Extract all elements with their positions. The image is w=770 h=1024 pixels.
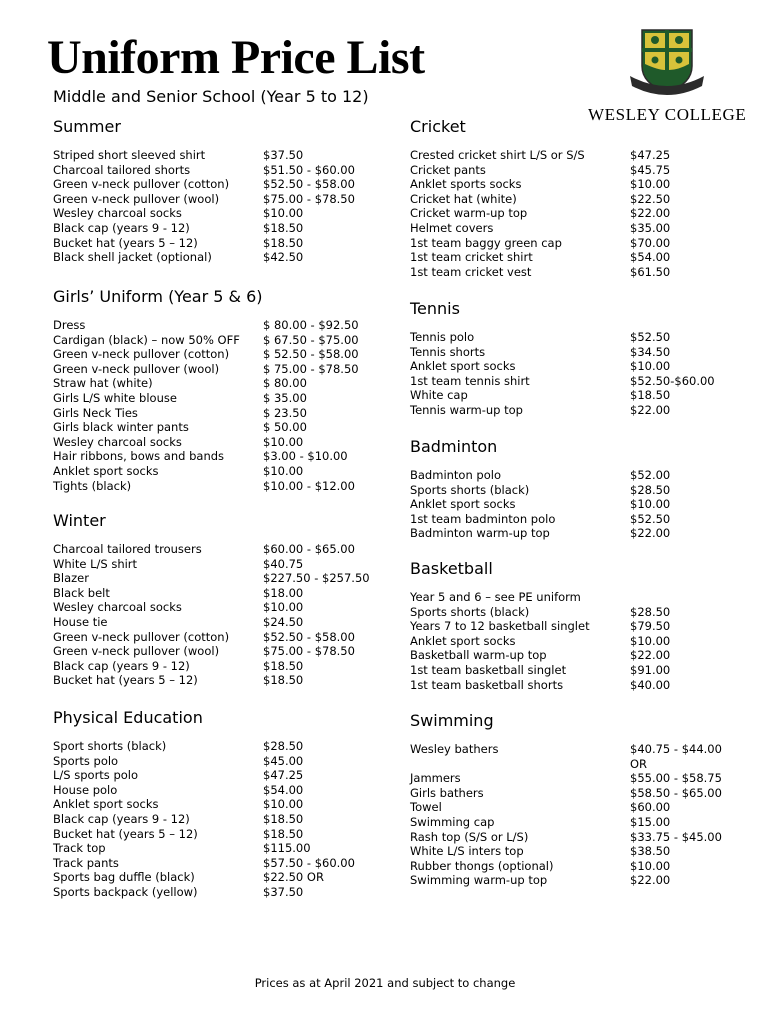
price-row xyxy=(53,659,393,674)
item-price: $18.50 xyxy=(263,673,304,688)
item-name: Girls bathers xyxy=(410,785,484,800)
item-price: $52.50 xyxy=(630,330,671,344)
item-price: $57.50 - $60.00 xyxy=(263,855,355,870)
price-row xyxy=(53,644,393,659)
item-name: Towel xyxy=(410,800,442,815)
item-price: $ 80.00 - $92.50 xyxy=(263,318,359,332)
item-price: $79.50 xyxy=(630,619,671,634)
item-name: Green v-neck pullover (cotton) xyxy=(53,177,230,192)
price-row xyxy=(410,250,750,265)
item-price: $54.00 xyxy=(630,250,671,265)
price-row xyxy=(53,739,393,754)
price-row xyxy=(53,600,393,615)
item-name: Cardigan (black) – now 50% OFF xyxy=(53,332,240,347)
section-title-summer: Summer xyxy=(53,117,121,136)
price-row xyxy=(410,359,750,374)
item-name: Anklet sport socks xyxy=(410,633,516,648)
price-row xyxy=(53,586,393,601)
item-name: L/S sports polo xyxy=(53,768,139,783)
item-name: Wesley bathers xyxy=(410,742,499,756)
item-price: $10.00 xyxy=(630,858,671,873)
price-row xyxy=(53,630,393,645)
item-name: Bucket hat (years 5 – 12) xyxy=(53,235,198,250)
price-row xyxy=(53,827,393,842)
item-price: $60.00 xyxy=(630,800,671,815)
item-price: $ 75.00 - $78.50 xyxy=(263,361,359,376)
item-price: $24.50 xyxy=(263,614,304,629)
item-name: Jammers xyxy=(410,771,461,786)
section-girls xyxy=(53,286,393,493)
price-row xyxy=(410,483,750,498)
item-price: $51.50 - $60.00 xyxy=(263,162,355,177)
price-row xyxy=(410,403,750,418)
price-row xyxy=(53,250,393,265)
item-list xyxy=(53,542,393,688)
price-row xyxy=(53,163,393,178)
price-row xyxy=(410,830,750,845)
item-price: $55.00 - $58.75 xyxy=(630,771,722,786)
price-row xyxy=(53,571,393,586)
item-price: $22.00 xyxy=(630,206,671,221)
item-name: Anklet sport socks xyxy=(410,359,516,374)
item-name: Wesley charcoal socks xyxy=(53,600,182,615)
price-row xyxy=(410,771,750,786)
item-price: $38.50 xyxy=(630,844,671,859)
price-row xyxy=(410,265,750,280)
price-row xyxy=(410,192,750,207)
item-name: 1st team cricket vest xyxy=(410,264,532,279)
item-price: $52.00 xyxy=(630,468,671,482)
price-row xyxy=(53,406,393,421)
item-price: $70.00 xyxy=(630,235,671,250)
section-title-tennis: Tennis xyxy=(410,299,460,318)
item-name: Anklet sports socks xyxy=(410,177,522,192)
item-price: $22.00 xyxy=(630,648,671,663)
item-price: $10.00 xyxy=(630,497,671,512)
price-row xyxy=(53,841,393,856)
item-price: $10.00 xyxy=(630,359,671,374)
item-name: Sports backpack (yellow) xyxy=(53,884,198,899)
price-row xyxy=(53,333,393,348)
item-price: $75.00 - $78.50 xyxy=(263,644,355,659)
item-name: Anklet sport socks xyxy=(410,497,516,512)
section-badminton xyxy=(410,436,750,541)
section-winter xyxy=(53,510,393,688)
price-row xyxy=(53,615,393,630)
item-name: Track top xyxy=(53,841,106,856)
item-price: $ 80.00 xyxy=(263,376,307,391)
item-price: $ 67.50 - $75.00 xyxy=(263,332,359,347)
item-list xyxy=(53,148,393,265)
item-name: Sports polo xyxy=(53,753,119,768)
item-price: $45.75 xyxy=(630,162,671,177)
item-price: $54.00 xyxy=(263,782,304,797)
price-row xyxy=(410,526,750,541)
price-row xyxy=(53,318,393,333)
price-row xyxy=(53,673,393,688)
item-price: $28.50 xyxy=(630,482,671,497)
price-row xyxy=(410,605,750,620)
item-price: $61.50 xyxy=(630,264,671,279)
price-row xyxy=(410,634,750,649)
price-row xyxy=(53,435,393,450)
item-price: $52.50 xyxy=(630,511,671,526)
price-row xyxy=(53,464,393,479)
item-price: $10.00 - $12.00 xyxy=(263,478,355,493)
item-price: $227.50 - $257.50 xyxy=(263,571,370,586)
price-row xyxy=(410,206,750,221)
item-name: 1st team badminton polo xyxy=(410,511,556,526)
price-row xyxy=(53,885,393,900)
item-list xyxy=(410,330,750,418)
price-row xyxy=(410,221,750,236)
item-price: $ 23.50 xyxy=(263,405,307,420)
item-name: Green v-neck pullover (cotton) xyxy=(53,629,230,644)
page-subtitle: Middle and Senior School (Year 5 to 12) xyxy=(53,87,369,106)
item-name: Sport shorts (black) xyxy=(53,739,167,753)
section-cricket xyxy=(410,116,750,279)
item-name: Black cap (years 9 - 12) xyxy=(53,658,190,673)
item-list xyxy=(410,468,750,541)
price-row xyxy=(410,619,750,634)
section-summer xyxy=(53,116,393,265)
item-name: Hair ribbons, bows and bands xyxy=(53,449,225,464)
item-name: Straw hat (white) xyxy=(53,376,153,391)
price-row xyxy=(410,236,750,251)
price-row xyxy=(410,148,750,163)
section-title-cricket: Cricket xyxy=(410,117,466,136)
item-name: Black belt xyxy=(53,585,110,600)
item-name: Tennis polo xyxy=(410,330,475,344)
price-row xyxy=(53,376,393,391)
item-name: Year 5 and 6 – see PE uniform xyxy=(410,590,581,604)
price-row xyxy=(410,678,750,693)
school-crest-icon xyxy=(628,26,706,98)
item-price: $35.00 xyxy=(630,220,671,235)
item-price: $52.50 - $58.00 xyxy=(263,177,355,192)
price-row xyxy=(53,856,393,871)
item-price: $10.00 xyxy=(263,463,304,478)
item-price: $18.50 xyxy=(263,826,304,841)
item-price: $ 52.50 - $58.00 xyxy=(263,347,359,362)
item-name: Girls L/S white blouse xyxy=(53,390,177,405)
item-name: Swimming cap xyxy=(410,814,495,829)
item-price: $18.00 xyxy=(263,585,304,600)
item-name: Sports shorts (black) xyxy=(410,482,530,497)
item-price: $52.50-$60.00 xyxy=(630,373,715,388)
item-price: $40.75 xyxy=(263,556,304,571)
item-price: $75.00 - $78.50 xyxy=(263,191,355,206)
price-row xyxy=(53,192,393,207)
item-price: $42.50 xyxy=(263,250,304,265)
item-name: White cap xyxy=(410,388,468,403)
item-price: $58.50 - $65.00 xyxy=(630,785,722,800)
page-title: Uniform Price List xyxy=(47,31,425,84)
item-name: Years 7 to 12 basketball singlet xyxy=(410,619,590,634)
price-row xyxy=(410,663,750,678)
price-row xyxy=(410,815,750,830)
item-name: Cricket hat (white) xyxy=(410,191,517,206)
price-row xyxy=(53,206,393,221)
item-price: $28.50 xyxy=(263,739,304,753)
item-price: $18.50 xyxy=(263,235,304,250)
item-name: Badminton warm-up top xyxy=(410,526,550,541)
item-price: $40.75 - $44.00 xyxy=(630,742,722,756)
item-name: Black cap (years 9 - 12) xyxy=(53,811,190,826)
item-price: $45.00 xyxy=(263,753,304,768)
item-name: Swimming warm-up top xyxy=(410,873,548,888)
price-row xyxy=(410,177,750,192)
item-price: $18.50 xyxy=(630,388,671,403)
item-name: Blazer xyxy=(53,571,89,586)
item-price: $115.00 xyxy=(263,841,311,856)
item-price: $10.00 xyxy=(630,177,671,192)
item-name: Rash top (S/S or L/S) xyxy=(410,829,529,844)
item-price: $47.25 xyxy=(263,768,304,783)
item-list xyxy=(410,590,750,692)
price-row xyxy=(410,388,750,403)
price-row xyxy=(410,742,750,757)
item-name: Rubber thongs (optional) xyxy=(410,858,554,873)
item-price: $10.00 xyxy=(263,600,304,615)
item-price: $22.50 OR xyxy=(263,870,324,885)
footer-note: Prices as at April 2021 and subject to change xyxy=(254,976,516,990)
item-price: $37.50 xyxy=(263,148,304,162)
item-price: $10.00 xyxy=(263,434,304,449)
price-row xyxy=(53,479,393,494)
item-price: $ 35.00 xyxy=(263,390,307,405)
item-price: $28.50 xyxy=(630,604,671,619)
item-name: Striped short sleeved shirt xyxy=(53,148,206,162)
price-row xyxy=(410,844,750,859)
item-price: $22.00 xyxy=(630,402,671,417)
item-name: White L/S shirt xyxy=(53,556,138,571)
item-price: $18.50 xyxy=(263,811,304,826)
item-name: Sports shorts (black) xyxy=(410,604,530,619)
item-name: Cricket warm-up top xyxy=(410,206,528,221)
item-name: Tennis shorts xyxy=(410,344,486,359)
item-name: 1st team baggy green cap xyxy=(410,235,562,250)
price-row xyxy=(53,768,393,783)
item-price: $18.50 xyxy=(263,220,304,235)
price-row xyxy=(410,873,750,888)
price-row xyxy=(53,362,393,377)
item-name: Helmet covers xyxy=(410,220,494,235)
price-row xyxy=(410,330,750,345)
item-price: $34.50 xyxy=(630,344,671,359)
item-name: 1st team tennis shirt xyxy=(410,373,530,388)
item-list xyxy=(53,318,393,493)
item-name: House polo xyxy=(53,782,118,797)
item-name: Tennis warm-up top xyxy=(410,402,523,417)
item-price: $22.00 xyxy=(630,526,671,541)
item-price: $10.00 xyxy=(263,797,304,812)
section-basketball xyxy=(410,558,750,692)
item-price: $60.00 - $65.00 xyxy=(263,542,355,556)
item-name: 1st team basketball singlet xyxy=(410,662,567,677)
price-row xyxy=(410,859,750,874)
item-name: White L/S inters top xyxy=(410,844,524,859)
item-name: Track pants xyxy=(53,855,119,870)
price-row xyxy=(53,542,393,557)
item-name: Green v-neck pullover (wool) xyxy=(53,191,220,206)
price-row xyxy=(410,648,750,663)
section-title-swimming: Swimming xyxy=(410,711,494,730)
price-row xyxy=(53,812,393,827)
section-tennis xyxy=(410,298,750,418)
item-name: Wesley charcoal socks xyxy=(53,206,182,221)
item-list xyxy=(410,148,750,279)
price-row xyxy=(410,757,750,772)
price-row xyxy=(53,797,393,812)
item-name: Girls black winter pants xyxy=(53,420,189,435)
item-price: $47.25 xyxy=(630,148,671,162)
price-row xyxy=(53,557,393,572)
item-price: $18.50 xyxy=(263,658,304,673)
item-name: House tie xyxy=(53,614,108,629)
item-name: Green v-neck pullover (wool) xyxy=(53,361,220,376)
section-title-pe: Physical Education xyxy=(53,708,203,727)
price-row xyxy=(410,468,750,483)
item-name: Green v-neck pullover (cotton) xyxy=(53,347,230,362)
item-name: 1st team basketball shorts xyxy=(410,677,564,692)
college-name: WESLEY COLLEGE xyxy=(588,105,747,124)
price-row xyxy=(53,391,393,406)
item-list xyxy=(410,742,750,888)
price-row xyxy=(53,449,393,464)
item-name: Anklet sport socks xyxy=(53,463,159,478)
item-name: Wesley charcoal socks xyxy=(53,434,182,449)
item-price: $37.50 xyxy=(263,884,304,899)
section-title-badminton: Badminton xyxy=(410,437,498,456)
item-name: Anklet sport socks xyxy=(53,797,159,812)
item-name: Girls Neck Ties xyxy=(53,405,138,420)
item-price: $10.00 xyxy=(263,206,304,221)
price-row xyxy=(410,497,750,512)
item-name: Charcoal tailored trousers xyxy=(53,542,202,556)
item-name: Cricket pants xyxy=(410,162,486,177)
section-pe xyxy=(53,707,393,900)
price-row xyxy=(410,786,750,801)
price-row xyxy=(410,374,750,389)
item-price: $15.00 xyxy=(630,814,671,829)
item-name: Charcoal tailored shorts xyxy=(53,162,191,177)
section-swimming xyxy=(410,710,750,888)
section-title-basketball: Basketball xyxy=(410,559,493,578)
item-price: $33.75 - $45.00 xyxy=(630,829,722,844)
item-name: Bucket hat (years 5 – 12) xyxy=(53,673,198,688)
price-row xyxy=(410,345,750,360)
price-row xyxy=(53,221,393,236)
section-title-girls: Girls’ Uniform (Year 5 & 6) xyxy=(53,287,263,306)
item-price: $40.00 xyxy=(630,677,671,692)
price-row xyxy=(410,800,750,815)
price-row xyxy=(53,148,393,163)
price-row xyxy=(410,512,750,527)
section-title-winter: Winter xyxy=(53,511,106,530)
item-name: Dress xyxy=(53,318,86,332)
price-row xyxy=(53,870,393,885)
item-name: Sports bag duffle (black) xyxy=(53,870,195,885)
item-price: OR xyxy=(630,756,648,771)
price-row xyxy=(53,420,393,435)
item-price: $10.00 xyxy=(630,633,671,648)
price-row xyxy=(53,347,393,362)
item-name: Basketball warm-up top xyxy=(410,648,547,663)
price-row xyxy=(410,163,750,178)
item-name: Green v-neck pullover (wool) xyxy=(53,644,220,659)
item-name: Bucket hat (years 5 – 12) xyxy=(53,826,198,841)
item-price: $52.50 - $58.00 xyxy=(263,629,355,644)
item-name: Tights (black) xyxy=(53,478,132,493)
item-name: Black cap (years 9 - 12) xyxy=(53,220,190,235)
item-name: 1st team cricket shirt xyxy=(410,250,533,265)
item-price: $91.00 xyxy=(630,662,671,677)
price-row xyxy=(53,177,393,192)
price-row xyxy=(53,754,393,769)
item-list xyxy=(53,739,393,900)
item-price: $22.50 xyxy=(630,191,671,206)
item-price: $22.00 xyxy=(630,873,671,888)
item-price: $ 50.00 xyxy=(263,420,307,435)
item-price: $3.00 - $10.00 xyxy=(263,449,348,464)
price-row xyxy=(53,783,393,798)
item-name: Badminton polo xyxy=(410,468,501,482)
price-row xyxy=(410,590,750,605)
item-name: Crested cricket shirt L/S or S/S xyxy=(410,148,585,162)
item-name: Black shell jacket (optional) xyxy=(53,250,212,265)
price-row xyxy=(53,236,393,251)
